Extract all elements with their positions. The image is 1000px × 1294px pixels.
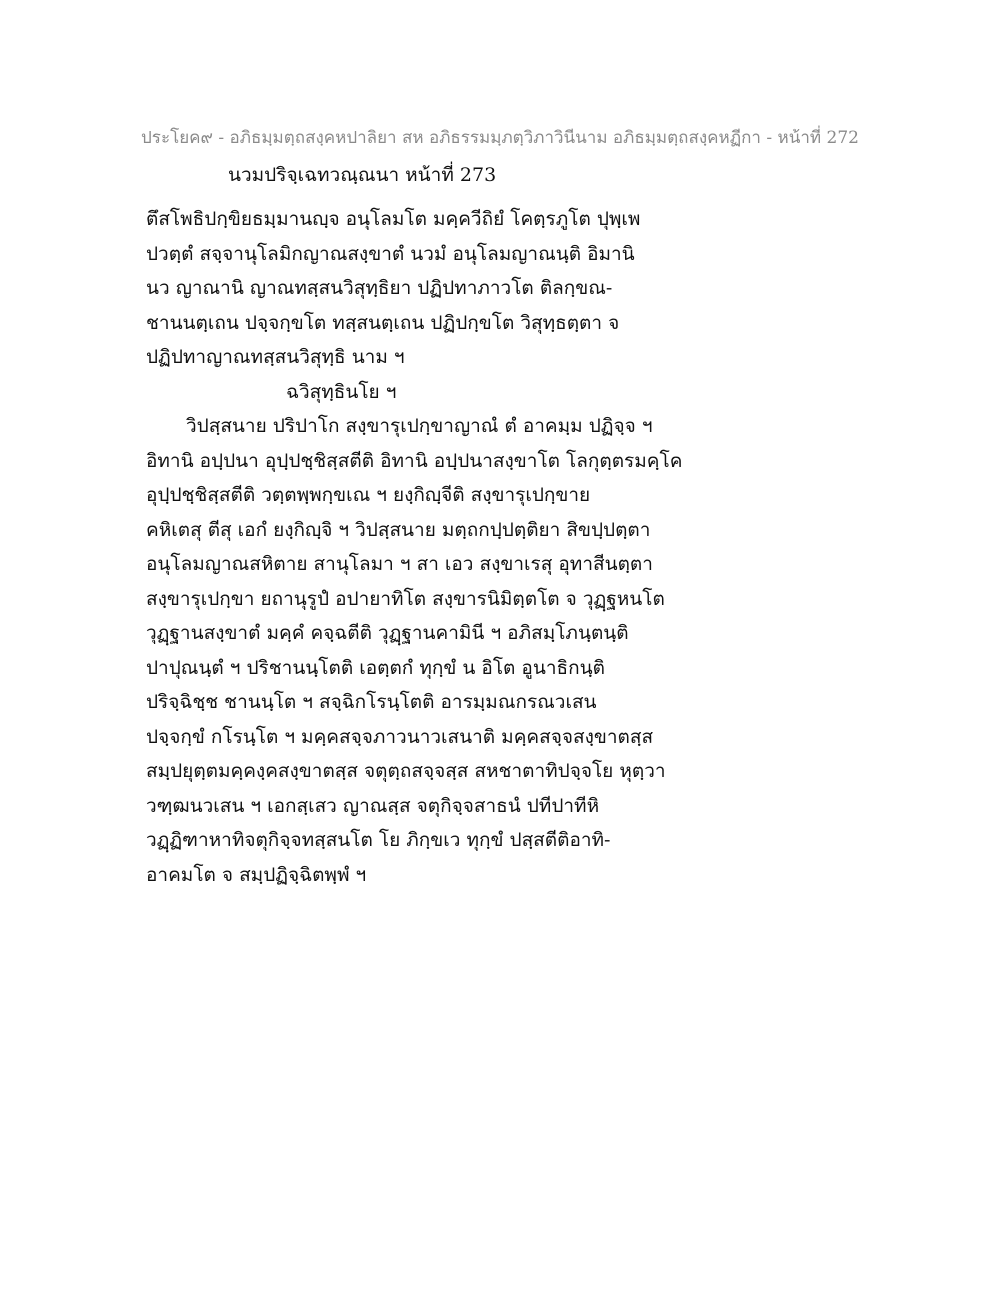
text-line: สงฺขารุเปกฺขา ยถานุรูปํ อปายาทิโต สงฺขารนิมิตฺตโต จ วุฏฺฐหนโต [146,587,665,610]
text-line: วิปสฺสนาย ปริปาโก สงฺขารุเปกฺขาญาณํ ตํ อาคมฺม ปฏิจฺจ ฯ [186,415,653,437]
text-line: วฏฺฏิฑาหาทิจตุกิจฺจทสฺสนโต โย ภิกฺขเว ทุกฺขํ ปสฺสตีติอาทิ- [146,829,611,851]
running-header: ประโยค๙ - อภิธมฺมตฺถสงฺคหปาลิยา สห อภิธรรมมฺภตฺวิภาวินีนาม อภิธมฺมตฺถสงฺคหฏีกา - หน้าที่ 272 [141,128,859,148]
text-line: อุปฺปชฺชิสฺสตีติ วตฺตพฺพกฺขเณ ฯ ยงฺกิญฺจีติ สงฺขารุเปกฺขาย [146,484,591,506]
text-line: อิทานิ อปฺปนา อุปฺปชฺชิสฺสตีติ อิทานิ อปฺปนาสงฺขาโต โลกุตฺตรมคฺโค [146,449,683,472]
body-text [146,202,866,892]
text-line: ปาปุณนฺตํ ฯ ปริชานนฺโตติ เอตฺตกํ ทุกฺขํ น อิโต อูนาธิกนฺติ [146,656,605,679]
text-line: คหิเตสุ ตีสุ เอกํ ยงฺกิญฺจิ ฯ วิปสฺสนาย มตฺถกปฺปตฺติยา สิขปฺปตฺตา [146,518,651,541]
text-line: อนุโลมญาณสหิตาย สานุโลมา ฯ สา เอว สงฺขาเรสุ อุทาสีนตฺตา [146,553,653,575]
text-line: ปริจฺฉิชฺช ชานนฺโต ฯ สจฺฉิกโรนฺโตติ อารมฺมณกรณวเสน [146,691,597,713]
text-line: อาคมโต จ สมฺปฏิจฺฉิตพฺพํ ฯ [146,863,367,886]
text-line: ปฏิปทาญาณทสฺสนวิสุทฺธิ นาม ฯ [146,346,405,368]
text-line: ตึสโพธิปกฺขิยธมฺมานญฺจ อนุโลมโต มคฺควีถิยํ โคตฺรภูโต ปุพฺเพ [146,208,641,230]
text-line: ปจฺจกฺขํ กโรนฺโต ฯ มคฺคสจฺจภาวนาวเสนาติ มคฺคสจฺจสงฺขาตสฺส [146,725,654,748]
page-reference: นวมปริจฺเฉทวณฺณนา หน้าที่ 273 [228,164,497,186]
text-line: สมฺปยุตฺตมคฺคงฺคสงฺขาตสฺส จตุตฺถสจฺจสฺส สหชาตาทิปจฺจโย หุตฺวา [146,760,666,782]
section-subheading: ฉวิสุทฺธินโย ฯ [286,380,397,403]
text-line: วุฏฺฐานสงฺขาตํ มคฺคํ คจฺฉตีติ วุฏฺฐานคามินี ฯ อภิสมฺโภนฺตนฺติ [146,622,629,644]
text-line: วฑฺฒนวเสน ฯ เอกสฺเสว ญาณสฺส จตุกิจฺจสาธนํ ปทีปาทีหิ [146,794,600,817]
text-line: ชานนตฺเถน ปจฺจกฺขโต ทสฺสนตฺเถน ปฏิปกฺขโต วิสุทฺธตฺตา จ [146,311,620,334]
text-line: ปวตฺตํ สจฺจานุโลมิกญาณสงฺขาตํ นวมํ อนุโลมญาณนฺติ อิมานิ [146,242,635,265]
text-line: นว ญาณานิ ญาณทสฺสนวิสุทฺธิยา ปฏิปทาภาวโต ติลกฺขณ- [146,277,613,299]
